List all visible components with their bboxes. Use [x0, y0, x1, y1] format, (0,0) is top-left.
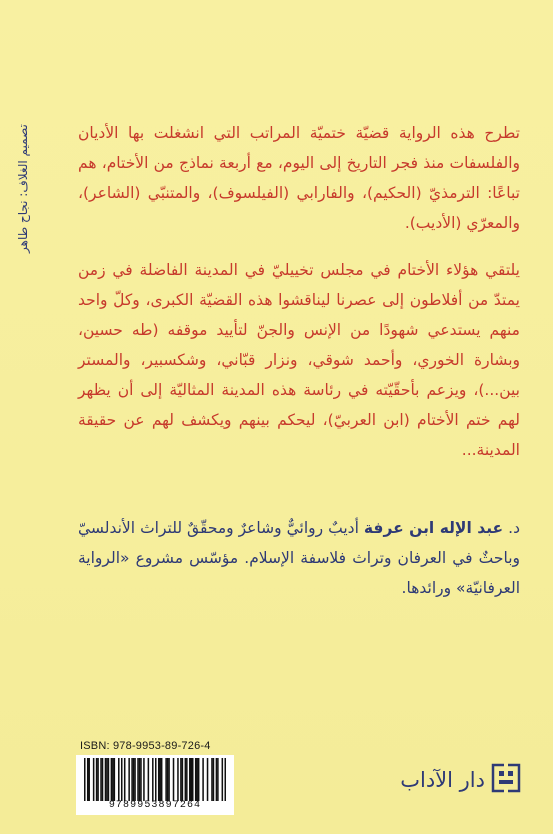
barcode-bar — [186, 758, 188, 801]
barcode-bar — [222, 758, 224, 801]
barcode-bar — [84, 758, 86, 801]
barcode-bar — [168, 758, 170, 801]
barcode-bar — [216, 758, 218, 801]
barcode-bar — [159, 758, 161, 801]
barcode-bar — [128, 758, 130, 801]
barcode — [76, 755, 234, 815]
barcode-bar — [189, 758, 191, 801]
barcode-bar — [192, 758, 194, 801]
publisher-logo-icon — [491, 763, 521, 793]
barcode-bar — [87, 758, 89, 801]
publisher-name: دار الآداب — [400, 768, 485, 792]
barcode-bar — [112, 758, 114, 801]
barcode-bar — [134, 758, 136, 801]
barcode-bar — [198, 758, 200, 801]
barcode-digits: 9789953897264 — [108, 800, 202, 811]
synopsis-paragraph-1: تطرح هذه الرواية قضيّة ختميّة المراتب التي انشغلت بها الأديان والفلسفات منذ فجر التاريخ إلى اليوم، مع أربعة نماذج من الأختام، هم تباعًا: الترمذيّ (الحكيم)، والفارابي (الفيلسوف)، والمتنبّي (الشاعر)، والمعرّي (الأديب). — [78, 124, 520, 232]
barcode-bar — [140, 758, 142, 801]
barcode-bar — [182, 758, 184, 801]
barcode-bar — [88, 758, 90, 801]
synopsis-paragraph-2: يلتقي هؤلاء الأختام في مجلس تخييليّ في المدينة الفاضلة في زمن يمتدّ من أفلاطون إلى عصرنا ليناقشوا هذه القضيّة الكبرى، وكلّ واحد منهم يستدعي شهودًا من الإنس والجنّ لتأييد موقفه (طه حسين، وبشارة الخوري، وأحمد شوقي، ونزار قبّاني، وشكسبير، والمستر بين...)، ويزعم بأحقّيّته في رئاسة هذه المدينة المثاليّة إلى أن يظهر لهم ختم الأختام (ابن العربيّ)، ليحكم بينهم ويكشف لهم عن حقيقة المدينة... — [78, 261, 520, 459]
barcode-bar — [121, 758, 123, 801]
barcode-bar — [177, 758, 179, 801]
barcode-bar — [137, 758, 139, 801]
barcode-bar — [108, 758, 110, 801]
barcode-bar — [152, 758, 154, 801]
barcode-bar — [165, 758, 167, 801]
barcode-bar — [93, 758, 95, 801]
barcode-bar — [131, 758, 133, 801]
barcode-bar — [180, 758, 182, 801]
barcode-bar — [102, 758, 104, 801]
barcode-bar — [173, 758, 175, 801]
barcode-bar — [217, 758, 219, 801]
author-bio — [78, 513, 520, 603]
author-name: عبد الإله ابن عرفة — [363, 519, 504, 537]
barcode-bar — [211, 758, 213, 801]
barcode-bar — [143, 758, 145, 801]
barcode-bar — [106, 758, 108, 801]
barcode-bar — [97, 758, 99, 801]
barcode-bar — [207, 758, 209, 801]
barcode-bar — [185, 758, 187, 801]
barcode-bar — [118, 758, 120, 801]
author-bio-text: أديبٌ روائيٌّ وشاعرٌ ومحقّقٌ للتراث الأندلسيّ وباحثٌ في العرفان وتراث فلاسفة الإسلام. مؤسّس مشروع «الرواية العرفانيّة» ورائدها. — [78, 519, 520, 597]
barcode-bar — [133, 758, 135, 801]
barcode-bar — [96, 758, 98, 801]
barcode-bar — [155, 758, 157, 801]
barcode-bar — [196, 758, 198, 801]
barcode-bar — [111, 758, 113, 801]
barcode-bar — [213, 758, 215, 801]
barcode-bar — [100, 758, 102, 801]
barcode-bars — [84, 758, 226, 801]
author-prefix: د. — [508, 519, 520, 537]
barcode-bar — [158, 758, 160, 801]
barcode-bar — [202, 758, 204, 801]
barcode-bar — [105, 758, 107, 801]
barcode-bar — [161, 758, 163, 801]
barcode-bar — [148, 758, 150, 801]
barcode-bar — [167, 758, 169, 801]
barcode-bar — [124, 758, 126, 801]
cover-design-credit: تصميم الغلاف: نجاح طاهر — [16, 124, 30, 253]
barcode-bar — [114, 758, 116, 801]
barcode-bar — [225, 758, 226, 801]
isbn-label: ISBN: 978-9953-89-726-4 — [80, 740, 211, 752]
barcode-bar — [139, 758, 141, 801]
barcode-bar — [191, 758, 193, 801]
barcode-bar — [195, 758, 197, 801]
